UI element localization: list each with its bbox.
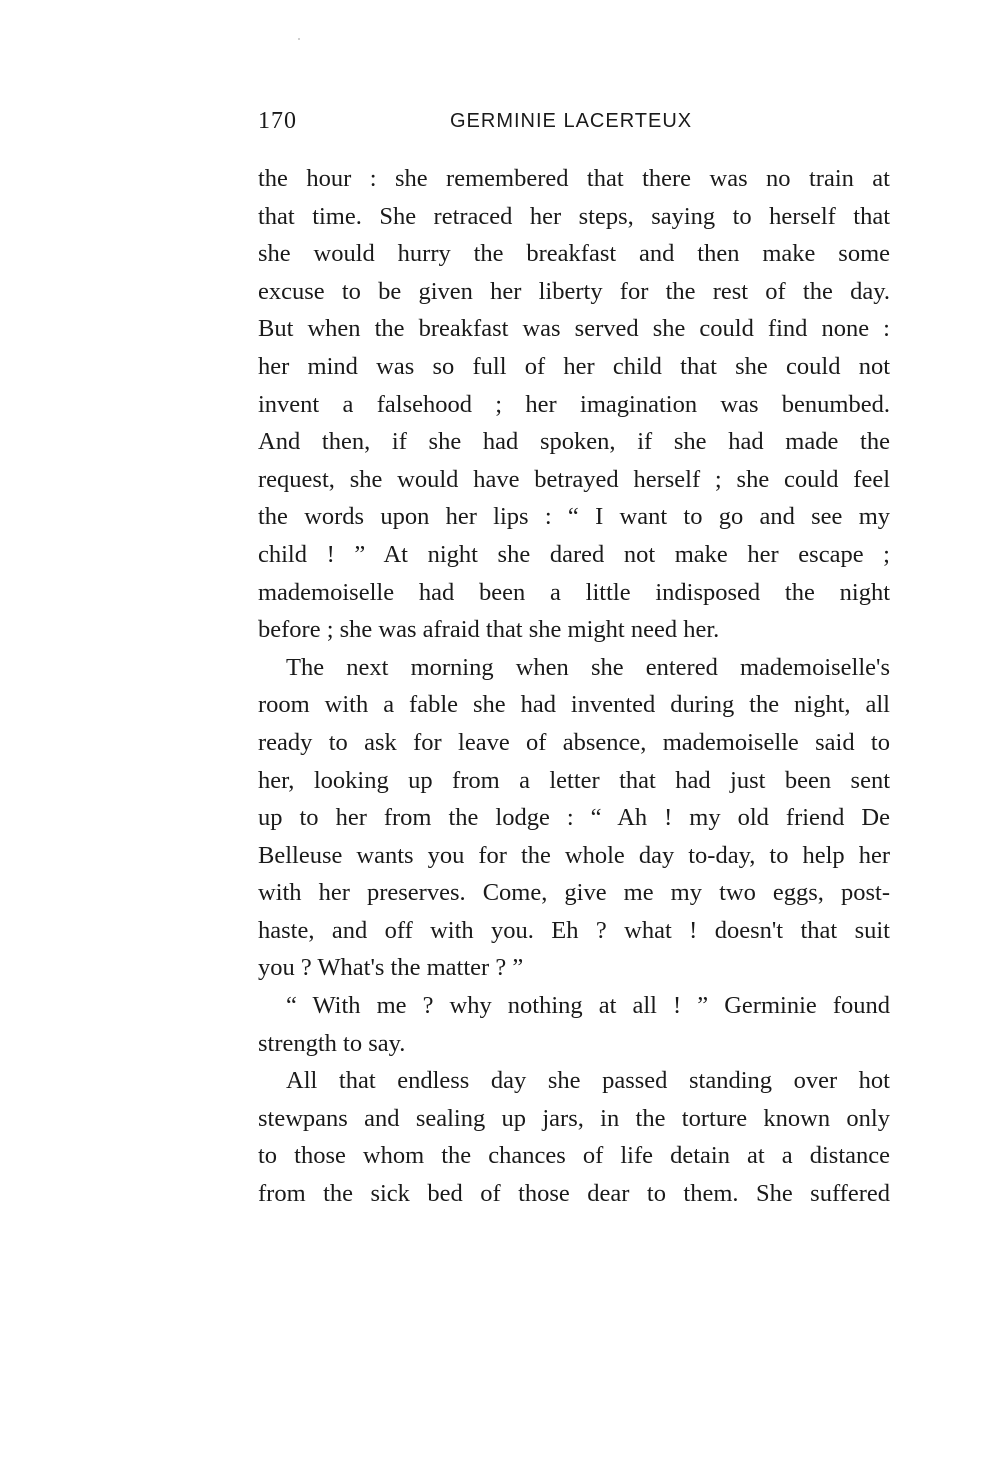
text-line: her mind was so full of her child that she could not bbox=[258, 352, 890, 380]
text-line: ready to ask for leave of absence, mademoiselle said to bbox=[258, 728, 890, 756]
text-line: The next morning when she entered mademoiselle's bbox=[286, 653, 890, 681]
text-line: with her preserves. Come, give me my two eggs, post- bbox=[258, 879, 890, 907]
text-line: room with a fable she had invented during the night, all bbox=[258, 691, 890, 719]
page-number: 170 bbox=[258, 108, 297, 134]
text-line: request, she would have betrayed herself ; she could feel bbox=[258, 465, 890, 493]
text-line: haste, and off with you. Eh ? what ! doesn't that suit bbox=[258, 916, 890, 944]
scan-speck bbox=[298, 38, 300, 40]
running-head bbox=[258, 108, 890, 142]
text-line: from the sick bed of those dear to them. She suffered bbox=[258, 1180, 890, 1208]
text-line: But when the breakfast was served she could find none : bbox=[258, 315, 890, 343]
text-line: she would hurry the breakfast and then make some bbox=[258, 240, 890, 268]
text-line: the words upon her lips : “ I want to go and see my bbox=[258, 503, 890, 531]
text-line: her, looking up from a letter that had just been sent bbox=[258, 766, 890, 794]
text-line: you ? What's the matter ? ” bbox=[258, 954, 524, 982]
text-line: And then, if she had spoken, if she had made the bbox=[258, 428, 890, 456]
text-line: to those whom the chances of life detain at a distance bbox=[258, 1142, 890, 1170]
text-line: strength to say. bbox=[258, 1029, 406, 1057]
text-line: All that endless day she passed standing over hot bbox=[286, 1067, 890, 1095]
text-line: Belleuse wants you for the whole day to-day, to help her bbox=[258, 841, 890, 869]
text-line: before ; she was afraid that she might need her. bbox=[258, 616, 720, 644]
book-title: GERMINIE LACERTEUX bbox=[450, 110, 693, 132]
text-line: stewpans and sealing up jars, in the torture known only bbox=[258, 1104, 890, 1132]
text-line: “ With me ? why nothing at all ! ” Germinie found bbox=[286, 992, 890, 1020]
text-line: mademoiselle had been a little indisposed the night bbox=[258, 578, 890, 606]
text-line: that time. She retraced her steps, saying to herself that bbox=[258, 202, 890, 230]
text-line: excuse to be given her liberty for the rest of the day. bbox=[258, 277, 890, 305]
body-text bbox=[258, 160, 890, 1213]
text-line: invent a falsehood ; her imagination was benumbed. bbox=[258, 390, 890, 418]
text-line: the hour : she remembered that there was no train at bbox=[258, 165, 890, 192]
text-line: up to her from the lodge : “ Ah ! my old friend De bbox=[258, 804, 890, 832]
text-line: child ! ” At night she dared not make her escape ; bbox=[258, 540, 890, 568]
